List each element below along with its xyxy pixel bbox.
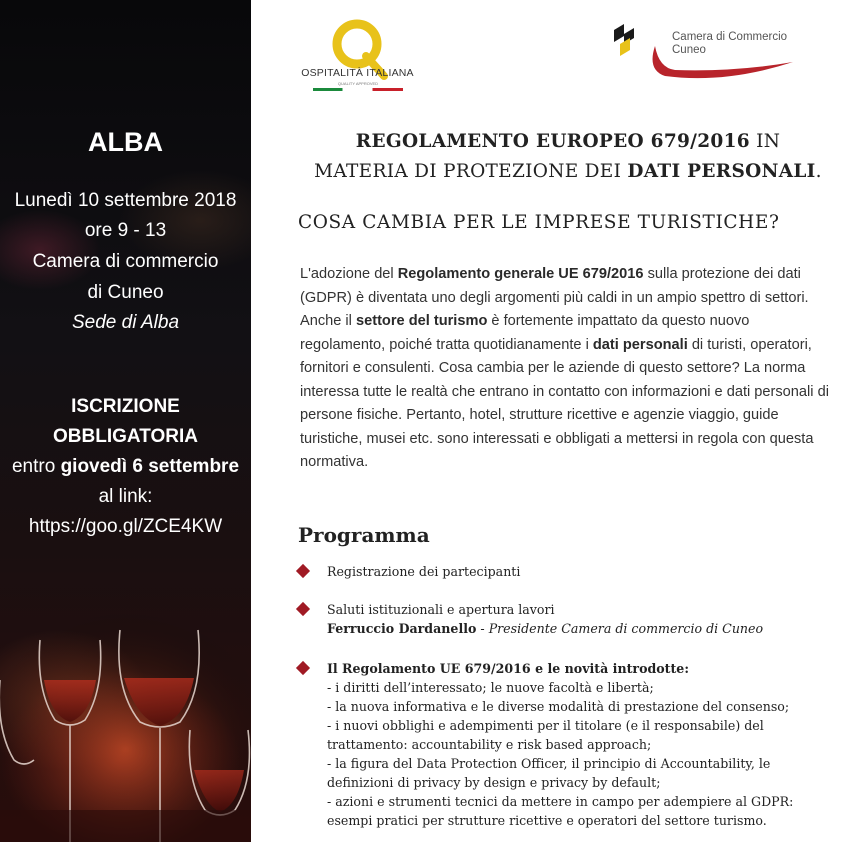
speaker: Ferruccio Dardanello - Presidente Camera di commercio di Cuneo <box>327 621 764 636</box>
camera-commercio-swoosh <box>645 40 795 82</box>
diamond-bullet-icon <box>296 602 310 616</box>
section-question: COSA CAMBIA PER LE IMPRESE TURISTICHE? <box>298 212 780 233</box>
event-city: ALBA <box>88 127 163 157</box>
diamond-bullet-icon <box>296 564 310 578</box>
intro-paragraph: L'adozione del Regolamento generale UE 679/2016 sulla protezione dei dati (GDPR) è diventata uno degli argomenti più caldi in un ampio spettro di settori. Anche il settore del turismo è fortemente impattato da questo nuovo regolamento, poiché tratta quotidianamente i dati personali di turisti, operatori, fornitori e consulenti. Cosa cambia per le aziende di questo settore? La norma interessa tutte le realtà che entrano in contatto con informazioni e dati personali di persone fisiche. Pertanto, hotel, strutture ricettive e agenzie viaggio, guide turistiche, musei etc. sono interessati e obbligati a mettersi in regola con questa normativa. <box>300 266 829 470</box>
program-subpoint: definizioni di privacy by design e privacy by default; <box>327 775 661 790</box>
program-item: Il Regolamento UE 679/2016 e le novità introdotte: - i diritti dell’interessato; le nuove facoltà e libertà; - la nuova informativa e le diverse modalità di prestazione del consenso; - i nuovi obblighi e adempimenti per il titolare (e il responsabile) del trattamento: accountability e risk based approach; - la figura del Data Protection Officer, il principio di Accountability, le definizioni di privacy by design e privacy by default; - azioni e strumenti tecnici da mettere in campo per adempiere al GDPR: esempi pratici per strutture ricettive e operatori del settore turismo. <box>298 659 838 830</box>
event-date: Lunedì 10 settembre 2018 <box>14 190 237 211</box>
ospitalita-italiana-text: OSPITALITÀ ITALIANA <box>301 67 414 79</box>
event-venue-city: di Cuneo <box>87 282 164 303</box>
program-item: Saluti istituzionali e apertura lavori Ferruccio Dardanello - Presidente Camera di commercio di Cuneo <box>298 600 838 638</box>
program-subpoint: - i nuovi obblighi e adempimenti per il titolare (e il responsabile) del <box>327 718 764 733</box>
ospitalita-italiana-logo <box>300 18 415 98</box>
event-venue: Camera di commercio <box>32 251 219 272</box>
camera-commercio-text: Camera di Commercio Cuneo <box>672 31 788 56</box>
diamond-bullet-icon <box>296 661 310 675</box>
headline-line-2: MATERIA DI PROTEZIONE DEI DATI PERSONALI. <box>314 161 822 182</box>
program-subpoint: - la figura del Data Protection Officer, il principio di Accountability, le <box>327 756 771 771</box>
camera-commercio-mark-icon <box>610 22 640 58</box>
programma-title: Programma <box>298 523 430 547</box>
ospitalita-italiana-subtitle: QUALITY APPROVED <box>337 81 379 86</box>
program-subpoint: - la nuova informativa e le diverse modalità di prestazione del consenso; <box>327 699 790 714</box>
program-subpoint: trattamento: accountability e risk based approach; <box>327 737 652 752</box>
registration-link[interactable]: https://goo.gl/ZCE4KW <box>28 516 223 537</box>
registration-deadline: entro giovedì 6 settembre <box>11 456 240 477</box>
italian-flag-stripe <box>313 88 403 91</box>
registration-link-label: al link: <box>98 486 153 507</box>
event-sidebar <box>0 0 251 842</box>
event-venue-site: Sede di Alba <box>71 312 180 333</box>
program-subpoint: esempi pratici per strutture ricettive e operatori del settore turismo. <box>327 813 767 828</box>
event-time: ore 9 - 13 <box>84 220 167 241</box>
program-item: Registrazione dei partecipanti <box>298 562 838 581</box>
wine-glasses-image <box>0 610 251 842</box>
program-subpoint: - azioni e strumenti tecnici da mettere in campo per adempiere al GDPR: <box>327 794 794 809</box>
headline-line-1: REGOLAMENTO EUROPEO 679/2016 IN <box>355 131 781 152</box>
registration-label: ISCRIZIONE <box>71 396 180 417</box>
registration-required: OBBLIGATORIA <box>53 426 198 447</box>
program-subpoint: - i diritti dell’interessato; le nuove facoltà e libertà; <box>327 680 654 695</box>
